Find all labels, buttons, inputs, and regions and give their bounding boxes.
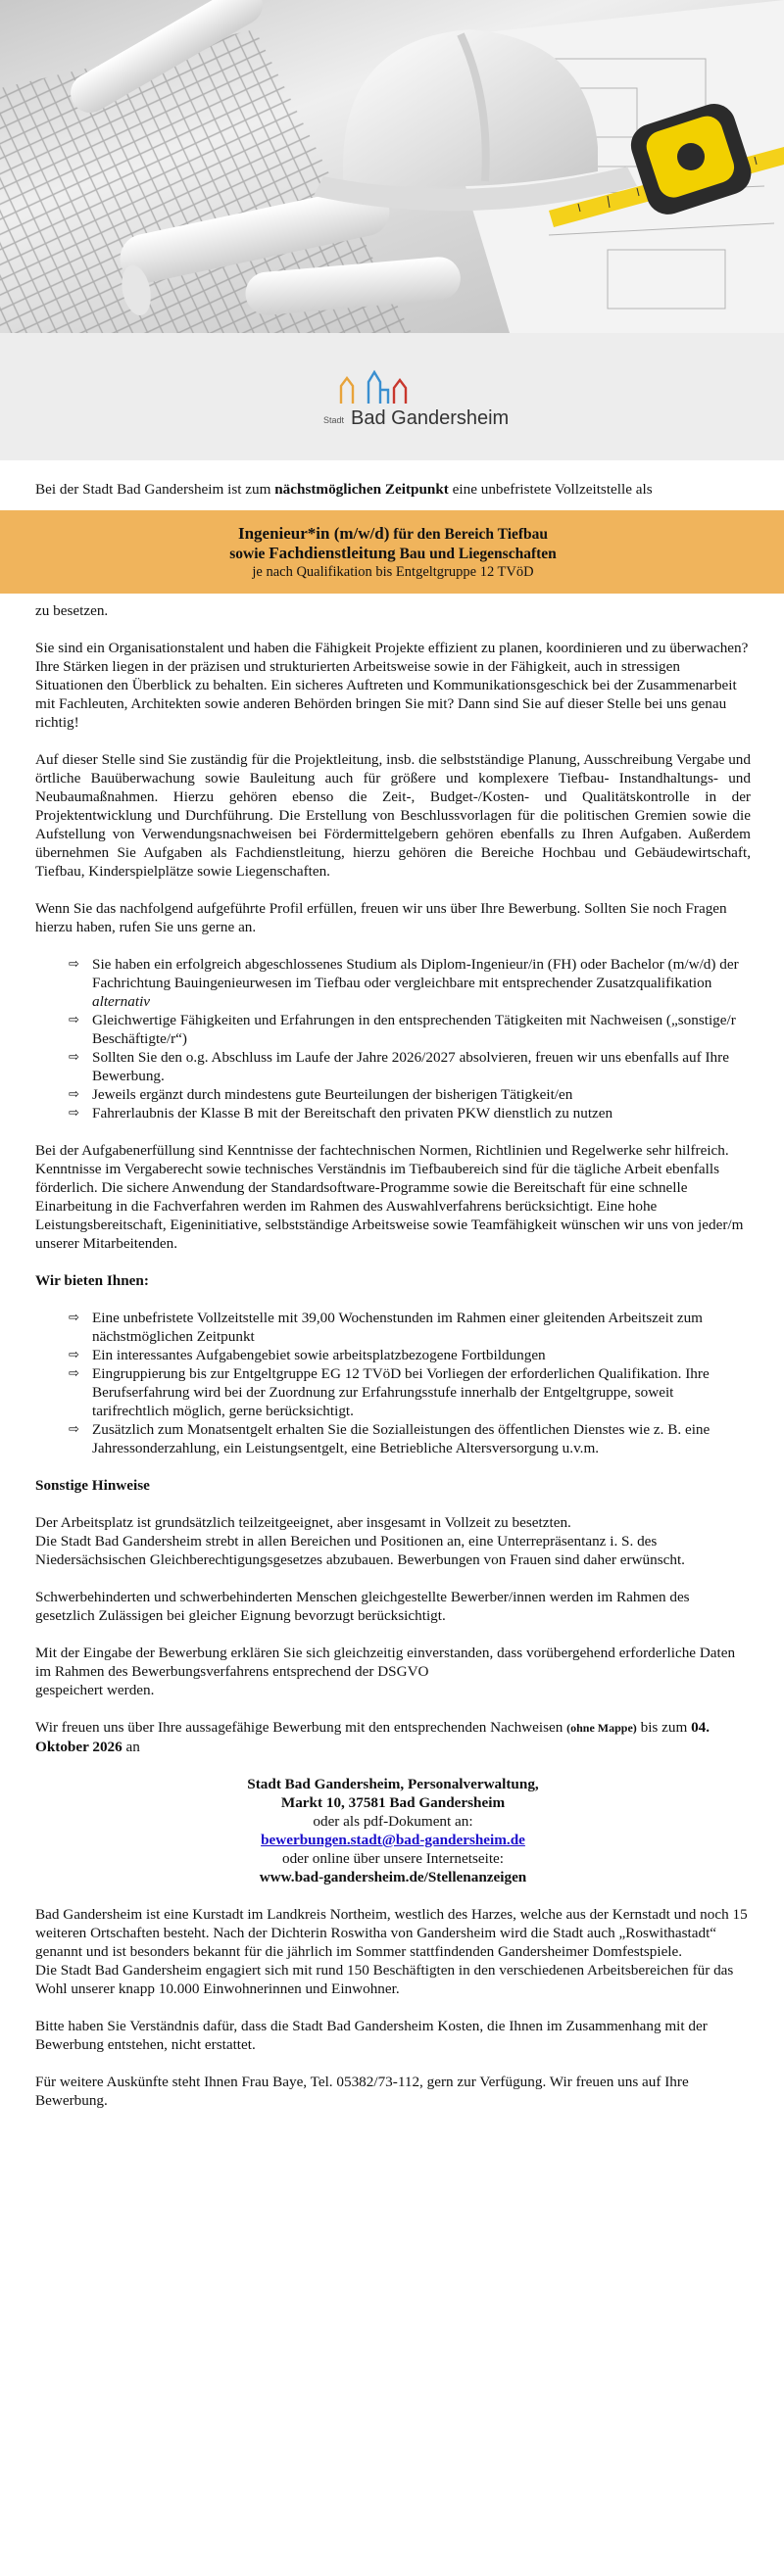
city-skyline-icon: [323, 364, 519, 408]
arrow-right-icon: ⇨: [69, 1311, 79, 1325]
apply-small: (ohne Mappe): [566, 1721, 637, 1735]
arrow-right-icon: ⇨: [69, 1422, 79, 1437]
paragraph-requirements: Bei der Aufgabenerfüllung sind Kenntnisse der fachtechnischen Normen, Richtlinien und Regelwerke sehr hilfreich. Kenntnisse im Vergaberecht sowie technisches Verständnis im Tiefbaubereich sind für die tägliche Arbeit ebenfalls förderlich. Die sichere Anwendung der Standardsoftware-Programme sowie die Bereitschaft für eine schnelle Einarbeitung in die Fachverfahren werden im Rahmen des Auswahlverfahrens berücksichtigt. Eine hohe Leistungsbereitschaft, Eigeninitiative, selbstständige Arbeitsweise sowie Teamfähigkeit wünschen wir uns von jeder/m unserer Mitarbeitenden.: [35, 1142, 744, 1252]
arrow-right-icon: ⇨: [69, 1087, 79, 1102]
arrow-right-icon: ⇨: [69, 1348, 79, 1362]
apply-text-3: an: [122, 1739, 140, 1755]
intro-text-2: eine unbefristete Vollzeitstelle als: [448, 481, 653, 498]
paragraph-about-city: [35, 1905, 751, 1998]
offer-item-text: Ein interessantes Aufgabengebiet sowie arbeitsplatzbezogene Fortbildungen: [92, 1347, 546, 1363]
profile-list: [35, 955, 751, 1122]
arrow-right-icon: ⇨: [69, 1050, 79, 1065]
banner-line-1: [20, 524, 766, 544]
list-item: [69, 1364, 751, 1420]
besetzen-text: zu besetzen.: [35, 602, 109, 619]
paragraph-costs: Bitte haben Sie Verständnis dafür, dass die Stadt Bad Gandersheim Kosten, die Ihnen im Zusammenhang mit der Bewerbung entstehen, nicht erstattet.: [35, 2018, 708, 2053]
city-logo[interactable]: [323, 364, 519, 443]
offer-item-text: Eine unbefristete Vollzeitstelle mit 39,00 Wochenstunden im Rahmen einer gleitenden Arbeitszeit zum nächstmöglichen Zeitpunkt: [92, 1310, 703, 1345]
deadline-date: 04. Oktober 2026: [35, 1719, 710, 1755]
profile-item-text: Sie haben ein erfolgreich abgeschlossenes Studium als Diplom-Ingenieur/in (FH) oder Bachelor (m/w/d) der Fachrichtung Bauingenieurwesen im Tiefbau oder vergleichbare mit entsprechender Zusatzqualifikation: [92, 956, 739, 991]
paragraph-apply-note: Wenn Sie das nachfolgend aufgeführte Profil erfüllen, freuen wir uns über Ihre Bewerbung. Sollten Sie noch Fragen hierzu haben, rufen Sie uns gerne an.: [35, 900, 727, 935]
position-title-banner: [0, 510, 784, 594]
banner-line-3: je nach Qualifikation bis Entgeltgruppe 12 TVöD: [252, 564, 534, 580]
paragraph-contact: Für weitere Auskünfte steht Ihnen Frau Baye, Tel. 05382/73-112, gern zur Verfügung. Wir freuen uns auf Ihre Bewerbung.: [35, 2074, 689, 2109]
privacy-text-2: gespeichert werden.: [35, 1682, 155, 1698]
header-image-blueprints-helmet-tape: [0, 0, 784, 333]
banner-fachdienstleitung: Fachdienstleitung: [269, 544, 396, 562]
offer-item-text: Eingruppierung bis zur Entgeltgruppe EG 12 TVöD bei Vorliegen der erforderlichen Qualifikation. Ihre Berufserfahrung wird bei der Zuordnung zur Erfahrungsstufe innerhalb der Entgeltgruppe, soweit tarifrechtlich möglich, gerne berücksichtigt.: [92, 1365, 710, 1419]
list-item: [69, 1011, 751, 1048]
address-line-2: Markt 10, 37581 Bad Gandersheim: [280, 1794, 506, 1811]
list-item: [69, 1085, 751, 1104]
paragraph-profile-intro: Sie sind ein Organisationstalent und haben die Fähigkeit Projekte effizient zu planen, koordinieren und zu überwachen? Ihre Stärken liegen in der präzisen und strukturierten Arbeitsweise sowie in der Fähigkeit, auch in stressigen Situationen den Überblick zu behalten. Ein sicheres Auftreten und Kommunikationsgeschick bei der Zusammenarbeit mit Fachleuten, Architekten sowie anderen Behörden bringen Sie mit? Dann sind Sie auf dieser Stelle bei uns genau richtig!: [35, 640, 749, 731]
list-item: [69, 1420, 751, 1457]
arrow-right-icon: ⇨: [69, 1366, 79, 1381]
website-link[interactable]: www.bad-gandersheim.de/Stellenanzeigen: [259, 1869, 527, 1885]
hints-heading: Sonstige Hinweise: [35, 1477, 150, 1494]
or-online-text: oder online über unsere Internetseite:: [281, 1850, 505, 1867]
profile-item-text: Gleichwertige Fähigkeiten und Erfahrungen in den entsprechenden Tätigkeiten mit Nachweisen („sonstige/r Beschäftigte/r“): [92, 1012, 736, 1047]
list-item: [69, 1048, 751, 1085]
equality-text: Die Stadt Bad Gandersheim strebt in allen Bereichen und Positionen an, eine Unterrepräsentanz i. S. des Niedersächsischen Gleichberechtigungsgesetzes abzubauen. Bewerbungen von Frauen sind daher erwünscht.: [35, 1533, 685, 1568]
arrow-right-icon: ⇨: [69, 1013, 79, 1027]
paragraph-part-time: [35, 1513, 751, 1569]
profile-item-text: Sollten Sie den o.g. Abschluss im Laufe der Jahre 2026/2027 absolvieren, freuen wir uns ebenfalls auf Ihre Bewerbung.: [92, 1049, 729, 1084]
list-item: [69, 1309, 751, 1346]
privacy-text: Mit der Eingabe der Bewerbung erklären Sie sich gleichzeitig einverstanden, dass vorübergehend erforderliche Daten im Rahmen des Bewerbungsverfahrens entsprechend der DSGVO: [35, 1645, 736, 1680]
email-link[interactable]: bewerbungen.stadt@bad-gandersheim.de: [261, 1832, 525, 1848]
banner-sowie: sowie: [229, 546, 270, 562]
offer-list: [35, 1309, 751, 1457]
profile-item-text: Jeweils ergänzt durch mindestens gute Beurteilungen der bisherigen Tätigkeit/en: [92, 1086, 573, 1103]
banner-job-title: Ingenieur*in (m/w/d): [237, 524, 390, 543]
profile-item-italic: alternativ: [92, 993, 151, 1010]
address-line-1: Stadt Bad Gandersheim, Personalverwaltung,: [247, 1776, 539, 1792]
logo-name: Bad Gandersheim: [351, 407, 510, 429]
about-text-1: Bad Gandersheim ist eine Kurstadt im Landkreis Northeim, westlich des Harzes, welche aus der Kernstadt und noch 15 weiteren Ortschaften besteht. Nach der Dichterin Roswitha von Gandersheim wird die Stadt auch „Roswithastadt“ genannt und ist besonders bekannt für die jährlich im Sommer stattfindenden Gandersheimer Domfestspiele.: [35, 1906, 748, 1960]
intro-bold: nächstmöglichen Zeitpunkt: [274, 481, 449, 498]
arrow-right-icon: ⇨: [69, 957, 79, 972]
about-text-2: Die Stadt Bad Gandersheim engagiert sich mit rund 150 Beschäftigten in den verschiedenen Arbeitsbereichen für das Wohl unserer knapp 10.000 Einwohnerinnen und Einwohner.: [35, 1962, 734, 1997]
job-ad-content: [35, 480, 751, 2128]
list-item: [69, 1346, 751, 1364]
banner-bau: Bau und Liegenschaften: [395, 546, 557, 562]
banner-line-2: [20, 544, 766, 563]
banner-area: für den Bereich Tiefbau: [389, 526, 549, 543]
apply-text-1: Wir freuen uns über Ihre aussagefähige Bewerbung mit den entsprechenden Nachweisen: [35, 1719, 567, 1736]
list-item: [69, 1104, 751, 1122]
paragraph-privacy: [35, 1644, 751, 1699]
part-time-text: Der Arbeitsplatz ist grundsätzlich teilzeitgeeignet, aber insgesamt in Vollzeit zu besetzten.: [35, 1514, 571, 1531]
offer-heading: Wir bieten Ihnen:: [35, 1272, 149, 1289]
paragraph-apply-deadline: [35, 1718, 751, 1756]
list-item: [69, 955, 751, 1011]
intro-text-1: Bei der Stadt Bad Gandersheim ist zum: [35, 481, 275, 498]
logo-prefix: Stadt: [323, 415, 345, 425]
header-illustration: [0, 0, 784, 333]
apply-text-2: bis zum: [636, 1719, 692, 1736]
paragraph-tasks: Auf dieser Stelle sind Sie zuständig für die Projektleitung, insb. die selbstständige Planung, Ausschreibung Vergabe und örtliche Bauüberwachung sowie Bauleitung auch für größere und komplexere Tiefbau- Instandhaltungs- und Neubaumaßnahmen. Hierzu gehören ebenso die Zeit-, Budget-/Kosten- und Qualitätskontrolle in der Projektentwicklung und Durchführung. Die Erstellung von Beschlussvorlagen für die politischen Gremien sowie die Aufstellung von Verwendungsnachweisen bei Fördermittelgebern gehören ebenfalls zu Ihren Aufgaben. Außerdem übernehmen Sie Aufgaben als Fachdienstleitung, hierzu gehören die Bereiche Hochbau und Gebäudewirtschaft, Tiefbau, Kinderspielplätze sowie Liegenschaften.: [35, 751, 751, 880]
offer-item-text: Zusätzlich zum Monatsentgelt erhalten Sie die Sozialleistungen des öffentlichen Dienstes wie z. B. eine Jahressonderzahlung, ein Leistungsentgelt, eine Betriebliche Altersversorgung u.v.m.: [92, 1421, 710, 1456]
or-pdf-text: oder als pdf-Dokument an:: [313, 1813, 473, 1830]
profile-item-text: Fahrerlaubnis der Klasse B mit der Bereitschaft den privaten PKW dienstlich zu nutzen: [92, 1105, 613, 1121]
paragraph-disability: Schwerbehinderten und schwerbehinderten Menschen gleichgestellte Bewerber/innen werden im Rahmen des gesetzlich Zulässigen bei gleicher Eignung bevorzugt berücksichtigt.: [35, 1589, 690, 1624]
application-address: [35, 1775, 751, 1886]
arrow-right-icon: ⇨: [69, 1106, 79, 1121]
intro-paragraph: [35, 480, 751, 499]
